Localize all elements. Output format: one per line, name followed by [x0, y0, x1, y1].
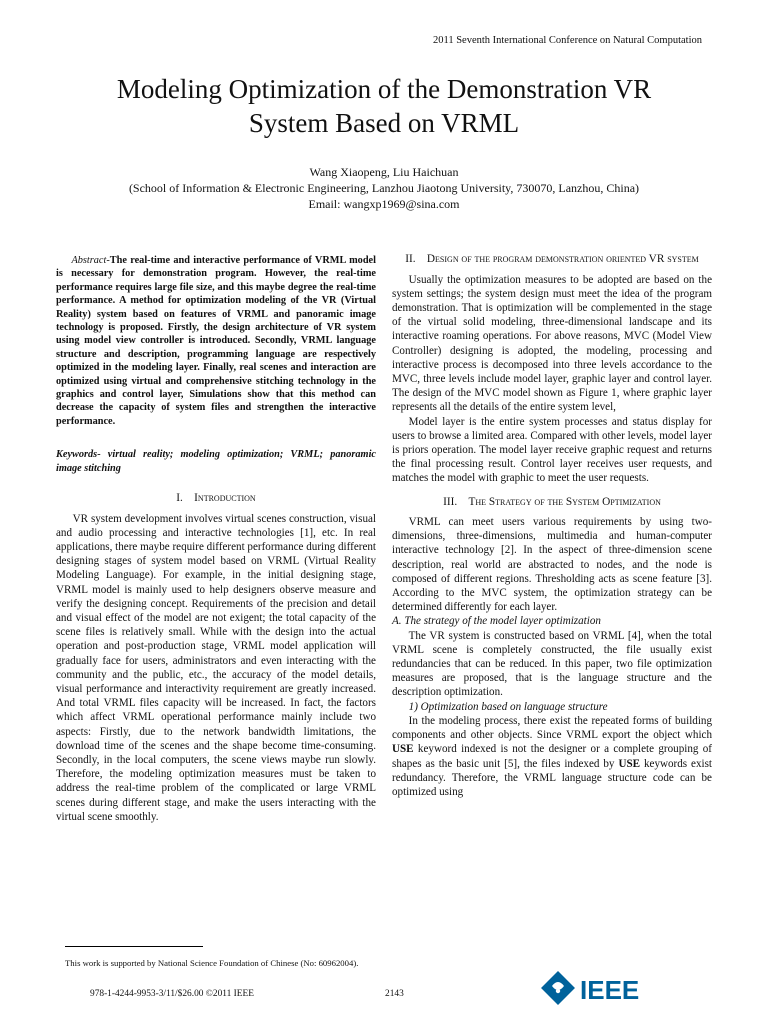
copyright-line: 978-1-4244-9953-3/11/$26.00 ©2011 IEEE	[90, 989, 254, 999]
paper-title-line-2: System Based on VRML	[248, 108, 520, 138]
subsection-a-heading: A. The strategy of the model layer optimization	[392, 615, 601, 628]
paper-title-line-1: Modeling Optimization of the Demonstration VR	[116, 74, 652, 104]
section-1-title: Introduction	[194, 492, 256, 505]
section-3-heading	[392, 495, 712, 510]
funding-footnote: This work is supported by National Science Foundation of Chinese (No: 60962004).	[65, 958, 359, 968]
subsection-1-heading: 1) Optimization based on language structure	[408, 700, 608, 713]
right-column	[392, 252, 712, 799]
ieee-logo-text: IEEE	[580, 975, 640, 1005]
abstract	[56, 254, 376, 428]
abstract-text: The real-time and interactive performance of VRML model is necessary for demonstration program. However, the real-time performance requires large file size, and this maybe degree the real-time performance. A method for optimization modeling of the VR (Virtual Reality) system based on features of VRML and panoramic image technology is proposed. Firstly, the design architecture of VR system using model view controller is introduced. Secondly, VRML language structure and description, programming language are respectively optimized in the modeling layer. Finally, real scenes and interaction are optimized using virtual and comprehensive stitching technology in the graphics and control layer, Simulations show that this method can decrease the capacity of system files and strengthen the interactive performance.	[56, 255, 376, 427]
use-keyword-2: USE	[618, 757, 641, 770]
email: Email: wangxp1969@sina.com	[308, 197, 460, 211]
ieee-logo	[540, 968, 660, 1008]
abstract-label: Abstract-	[71, 255, 110, 266]
section-1-paragraph-1: VR system development involves virtual scenes construction, visual and audio processing and interactive technologies [1], etc. In real applications, there maybe require different performance during different designing stages of system model based on VRML (Virtual Reality Modeling Language). For example, in the initial designing stage, VRML model is mainly used to help designers observe measure and verify the designing concept. Requirements of the precision and detail and visual effect of the model are not exigent; the total capacity of the scene files is relatively small. While with the design into the actual operation and post-production stage, VRML model application will gradually face for users, administrators and even interacting with the community and the public, etc., the accuracy of the model details, visual performance and interactivity requirement are greatly increased. And total VRML files capacity will be increased. In fact, the factors which affect VRML operational performance mainly include two aspects: Firstly, due to the network bandwidth limitations, the download time of the scenes and the shape become time-consuming. Secondly, in the local computers, the scene views maybe run slowly. Therefore, the modeling optimization measures must be taken to address the real-time problem of the complicated or large VRML scenes during different stage, and make the users interacting with the virtual scene smoothly.	[56, 512, 376, 823]
section-2-paragraph-1: Usually the optimization measures to be adopted are based on the system settings; the system design must meet the idea of the program demonstration. That is optimization will be complemented in the stage of the virtual solid modeling, three-dimensional landscape and its interactive roaming operations. For above reasons, MVC (Model View Controller) designing is adopted, the modeling, processing and interactive process is decomposed into three levels accordance to the MVC, three levels include model layer, graphic layer and control layer. The design of the MVC model shown as Figure 1, where graphic layer represents all the details of the entire system level,	[392, 273, 712, 414]
author-names: Wang Xiaopeng, Liu Haichuan	[309, 165, 459, 179]
section-1-heading	[56, 491, 376, 506]
section-3-paragraph-1: VRML can meet users various requirements by using two-dimensions, three-dimensions, multimedia and human-computer interactive technology [2]. In the aspect of three-dimension scene description, real world are abstracted to nodes, and the node is composed of different regions. Thresholding acts as scene feature [3]. According to the MVC system, the optimization strategy can be determined differently for each layer.	[392, 516, 712, 614]
section-2-heading	[392, 252, 712, 267]
paper-title	[40, 72, 728, 140]
footnote-rule	[65, 946, 203, 947]
subsection-1-text-c: keywords exist redundancy. Therefore, the VRML language structure code can be optimized using	[392, 757, 713, 798]
subsection-1-text-b: keyword indexed is not the designer or a complete grouping of shapes as the basic unit [5], the files indexed by	[392, 743, 712, 770]
subsection-1-paragraph-1	[392, 714, 712, 799]
left-column	[56, 254, 376, 824]
section-2-title: Design of the program demonstration oriented VR system	[426, 253, 699, 265]
use-keyword-1: USE	[392, 743, 414, 756]
ieee-diamond-icon	[540, 968, 660, 1008]
section-3-number: III.	[443, 495, 458, 508]
author-block	[40, 164, 728, 212]
keywords: Keywords- virtual reality; modeling optimization; VRML; panoramic image stitching	[56, 449, 376, 474]
conference-name: 2011 Seventh International Conference on Natural Computation	[432, 35, 702, 46]
section-2-number: II.	[405, 253, 416, 265]
section-2-paragraph-2: Model layer is the entire system processes and status display for users to browse a limited area. Compared with other levels, model layer is priors operation. The model layer receive graphic request and returns the final processing result. Control layer receives user requests, and matches the model with graphic to meet the user requests.	[392, 415, 712, 485]
affiliation: (School of Information & Electronic Engineering, Lanzhou Jiaotong University, 730070, Lanzhou, China)	[128, 181, 640, 195]
section-1-number: I.	[176, 492, 183, 505]
page-number: 2143	[385, 989, 404, 999]
section-3-title: The Strategy of the System Optimization	[468, 495, 661, 508]
subsection-1-text-a: In the modeling process, there exist the repeated forms of building components and other objects. Since VRML export the object which	[392, 714, 712, 742]
subsection-a-paragraph-1: The VR system is constructed based on VRML [4], when the total VRML scene is completely constructed, the file usually exist redundancies that can be reduced. In this paper, two file optimization measures are proposed, that is the language structure and the description optimization.	[392, 629, 712, 699]
